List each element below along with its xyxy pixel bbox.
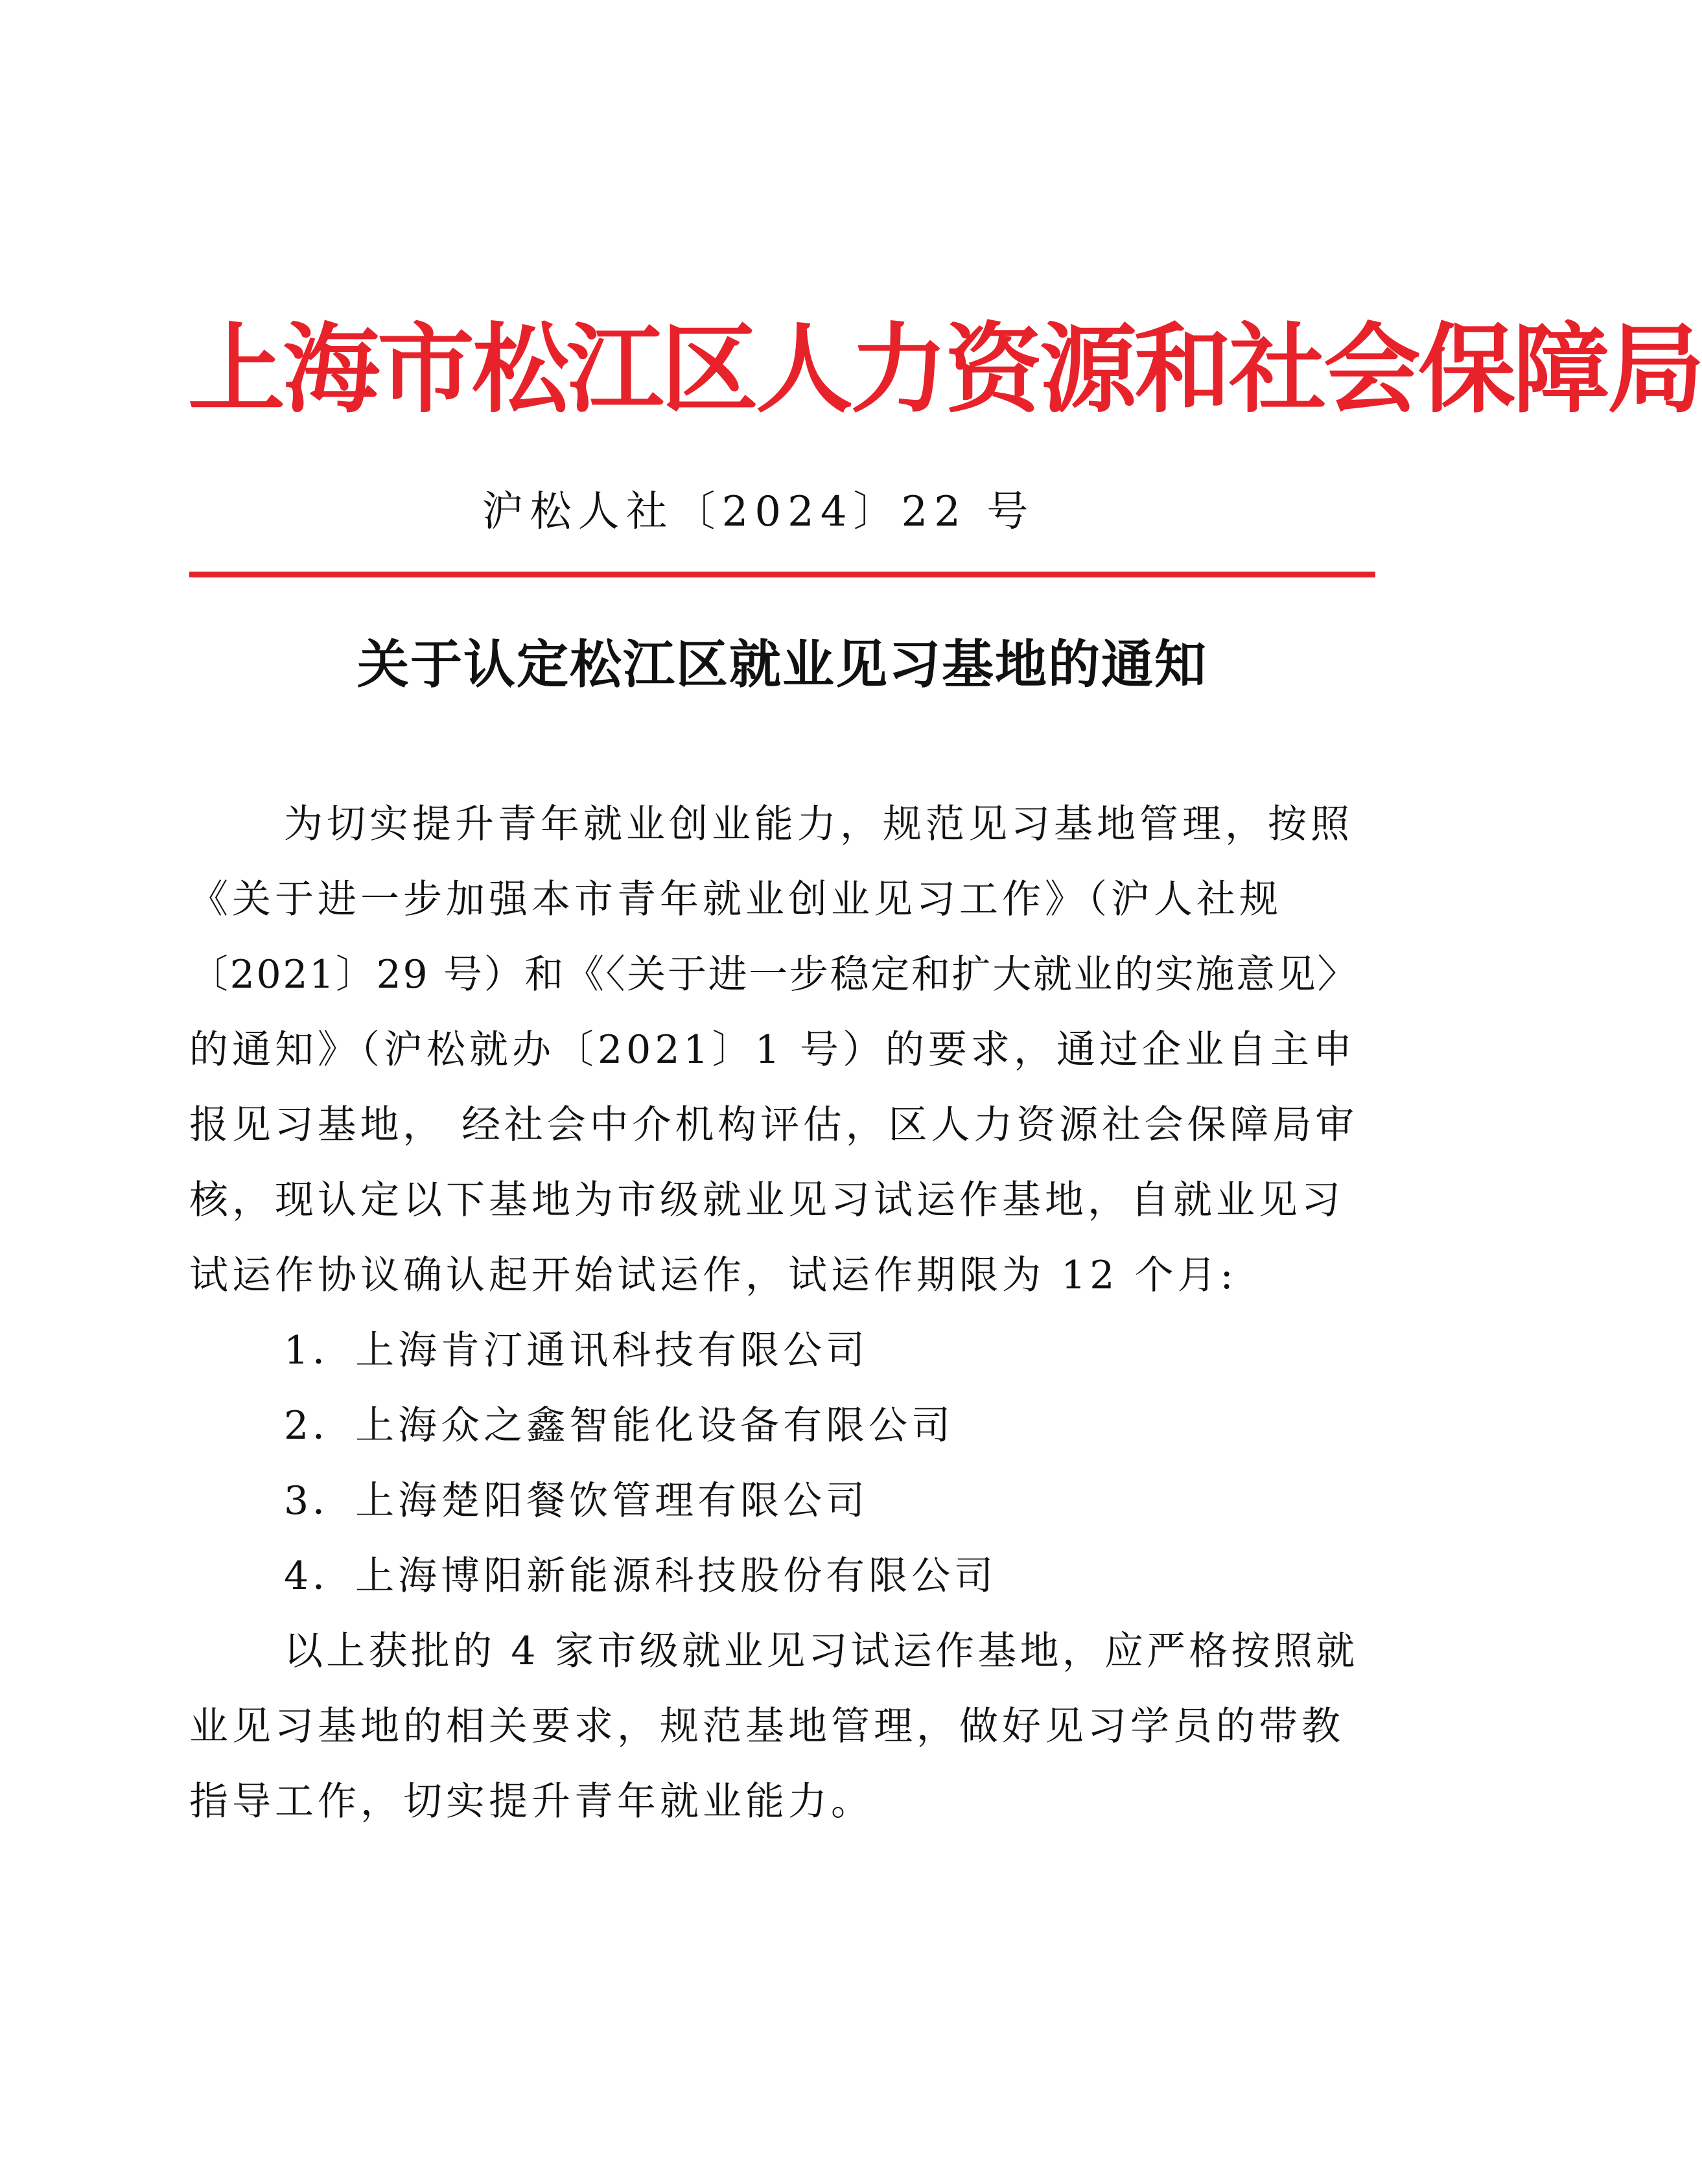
paragraph-line: 业见习基地的相关要求，规范基地管理，做好见习学员的带教: [189, 1704, 1344, 1749]
paragraph-line: 报见习基地， 经社会中介机构评估，区人力资源社会保障局审: [189, 1102, 1358, 1148]
paragraph-line: 试运作协议确认起开始试运作，试运作期限为 12 个月:: [189, 1253, 1237, 1298]
paragraph-line: 为切实提升青年就业创业能力，规范见习基地管理，按照: [284, 802, 1353, 847]
list-item: 4．上海博阳新能源科技股份有限公司: [284, 1553, 997, 1599]
document-title: 关于认定松江区就业见习基地的通知: [357, 634, 1207, 695]
red-divider-rule: [189, 572, 1375, 577]
list-item: 3．上海楚阳餐饮管理有限公司: [284, 1478, 869, 1524]
issuing-organization-header: 上海市松江区人力资源和社会保障局: [188, 312, 1702, 426]
paragraph-line: 〔2021〕29 号）和《〈关于进一步稳定和扩大就业的实施意见〉: [189, 952, 1358, 997]
paragraph-line: 《关于进一步加强本市青年就业创业见习工作》（沪人社规: [189, 877, 1282, 922]
list-item: 2．上海众之鑫智能化设备有限公司: [284, 1403, 955, 1448]
paragraph-line: 指导工作，切实提升青年就业能力。: [189, 1779, 874, 1824]
list-item: 1．上海肯汀通讯科技有限公司: [284, 1328, 869, 1373]
paragraph-line: 的通知》（沪松就办〔2021〕1 号）的要求，通过企业自主申: [189, 1027, 1356, 1073]
document-number: 沪松人社〔2024〕22 号: [482, 488, 1035, 536]
paragraph-line: 核，现认定以下基地为市级就业见习试运作基地，自就业见习: [189, 1178, 1344, 1223]
paragraph-line: 以上获批的 4 家市级就业见习试运作基地，应严格按照就: [284, 1629, 1358, 1674]
